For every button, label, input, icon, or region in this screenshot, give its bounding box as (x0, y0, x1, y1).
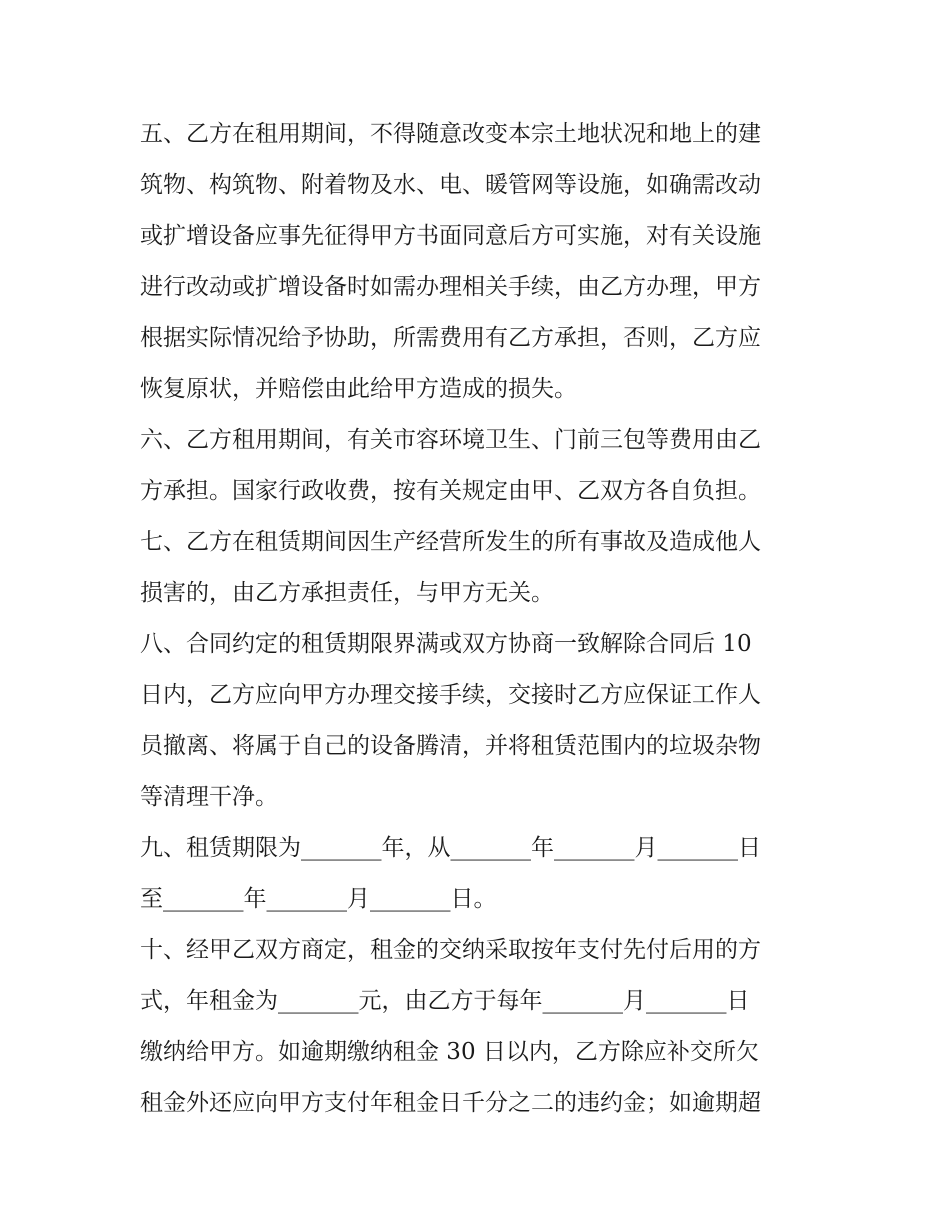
text-line: 式，年租金为_______元，由乙方于每年_______月_______日 (140, 988, 750, 1014)
text-line: 日内，乙方应向甲方办理交接手续，交接时乙方应保证工作人 (140, 682, 761, 708)
text-line: 恢复原状，并赔偿由此给甲方造成的损失。 (140, 376, 577, 402)
text-line: 根据实际情况给予协助，所需费用有乙方承担，否则，乙方应 (140, 325, 761, 351)
text-line: 进行改动或扩增设备时如需办理相关手续，由乙方办理，甲方 (140, 274, 761, 300)
text-line: 方承担。国家行政收费，按有关规定由甲、乙双方各自负担。 (140, 478, 761, 504)
text-line: 九、租赁期限为_______年，从_______年_______月_______日 (140, 835, 761, 861)
text-line: 七、乙方在租赁期间因生产经营所发生的所有事故及造成他人 (140, 529, 761, 555)
text-line: 至_______年_______月_______日。 (140, 886, 497, 912)
text-line: 十、经甲乙双方商定，租金的交纳采取按年支付先付后用的方 (140, 937, 761, 963)
text-line: 租金外还应向甲方支付年租金日千分之二的违约金；如逾期超 (140, 1090, 761, 1116)
text-line: 六、乙方租用期间，有关市容环境卫生、门前三包等费用由乙 (140, 427, 761, 453)
text-line: 损害的，由乙方承担责任，与甲方无关。 (140, 580, 554, 606)
text-line: 五、乙方在租用期间，不得随意改变本宗土地状况和地上的建 (140, 121, 761, 147)
text-line: 等清理干净。 (140, 784, 278, 810)
text-line: 八、合同约定的租赁期限界满或双方协商一致解除合同后 10 (140, 631, 752, 657)
text-line: 或扩增设备应事先征得甲方书面同意后方可实施，对有关设施 (140, 223, 761, 249)
document-body (140, 109, 820, 1129)
text-line: 缴纳给甲方。如逾期缴纳租金 30 日以内，乙方除应补交所欠 (140, 1039, 759, 1065)
text-line: 员撤离、将属于自己的设备腾清，并将租赁范围内的垃圾杂物 (140, 733, 761, 759)
text-line: 筑物、构筑物、附着物及水、电、暖管网等设施，如确需改动 (140, 172, 761, 198)
